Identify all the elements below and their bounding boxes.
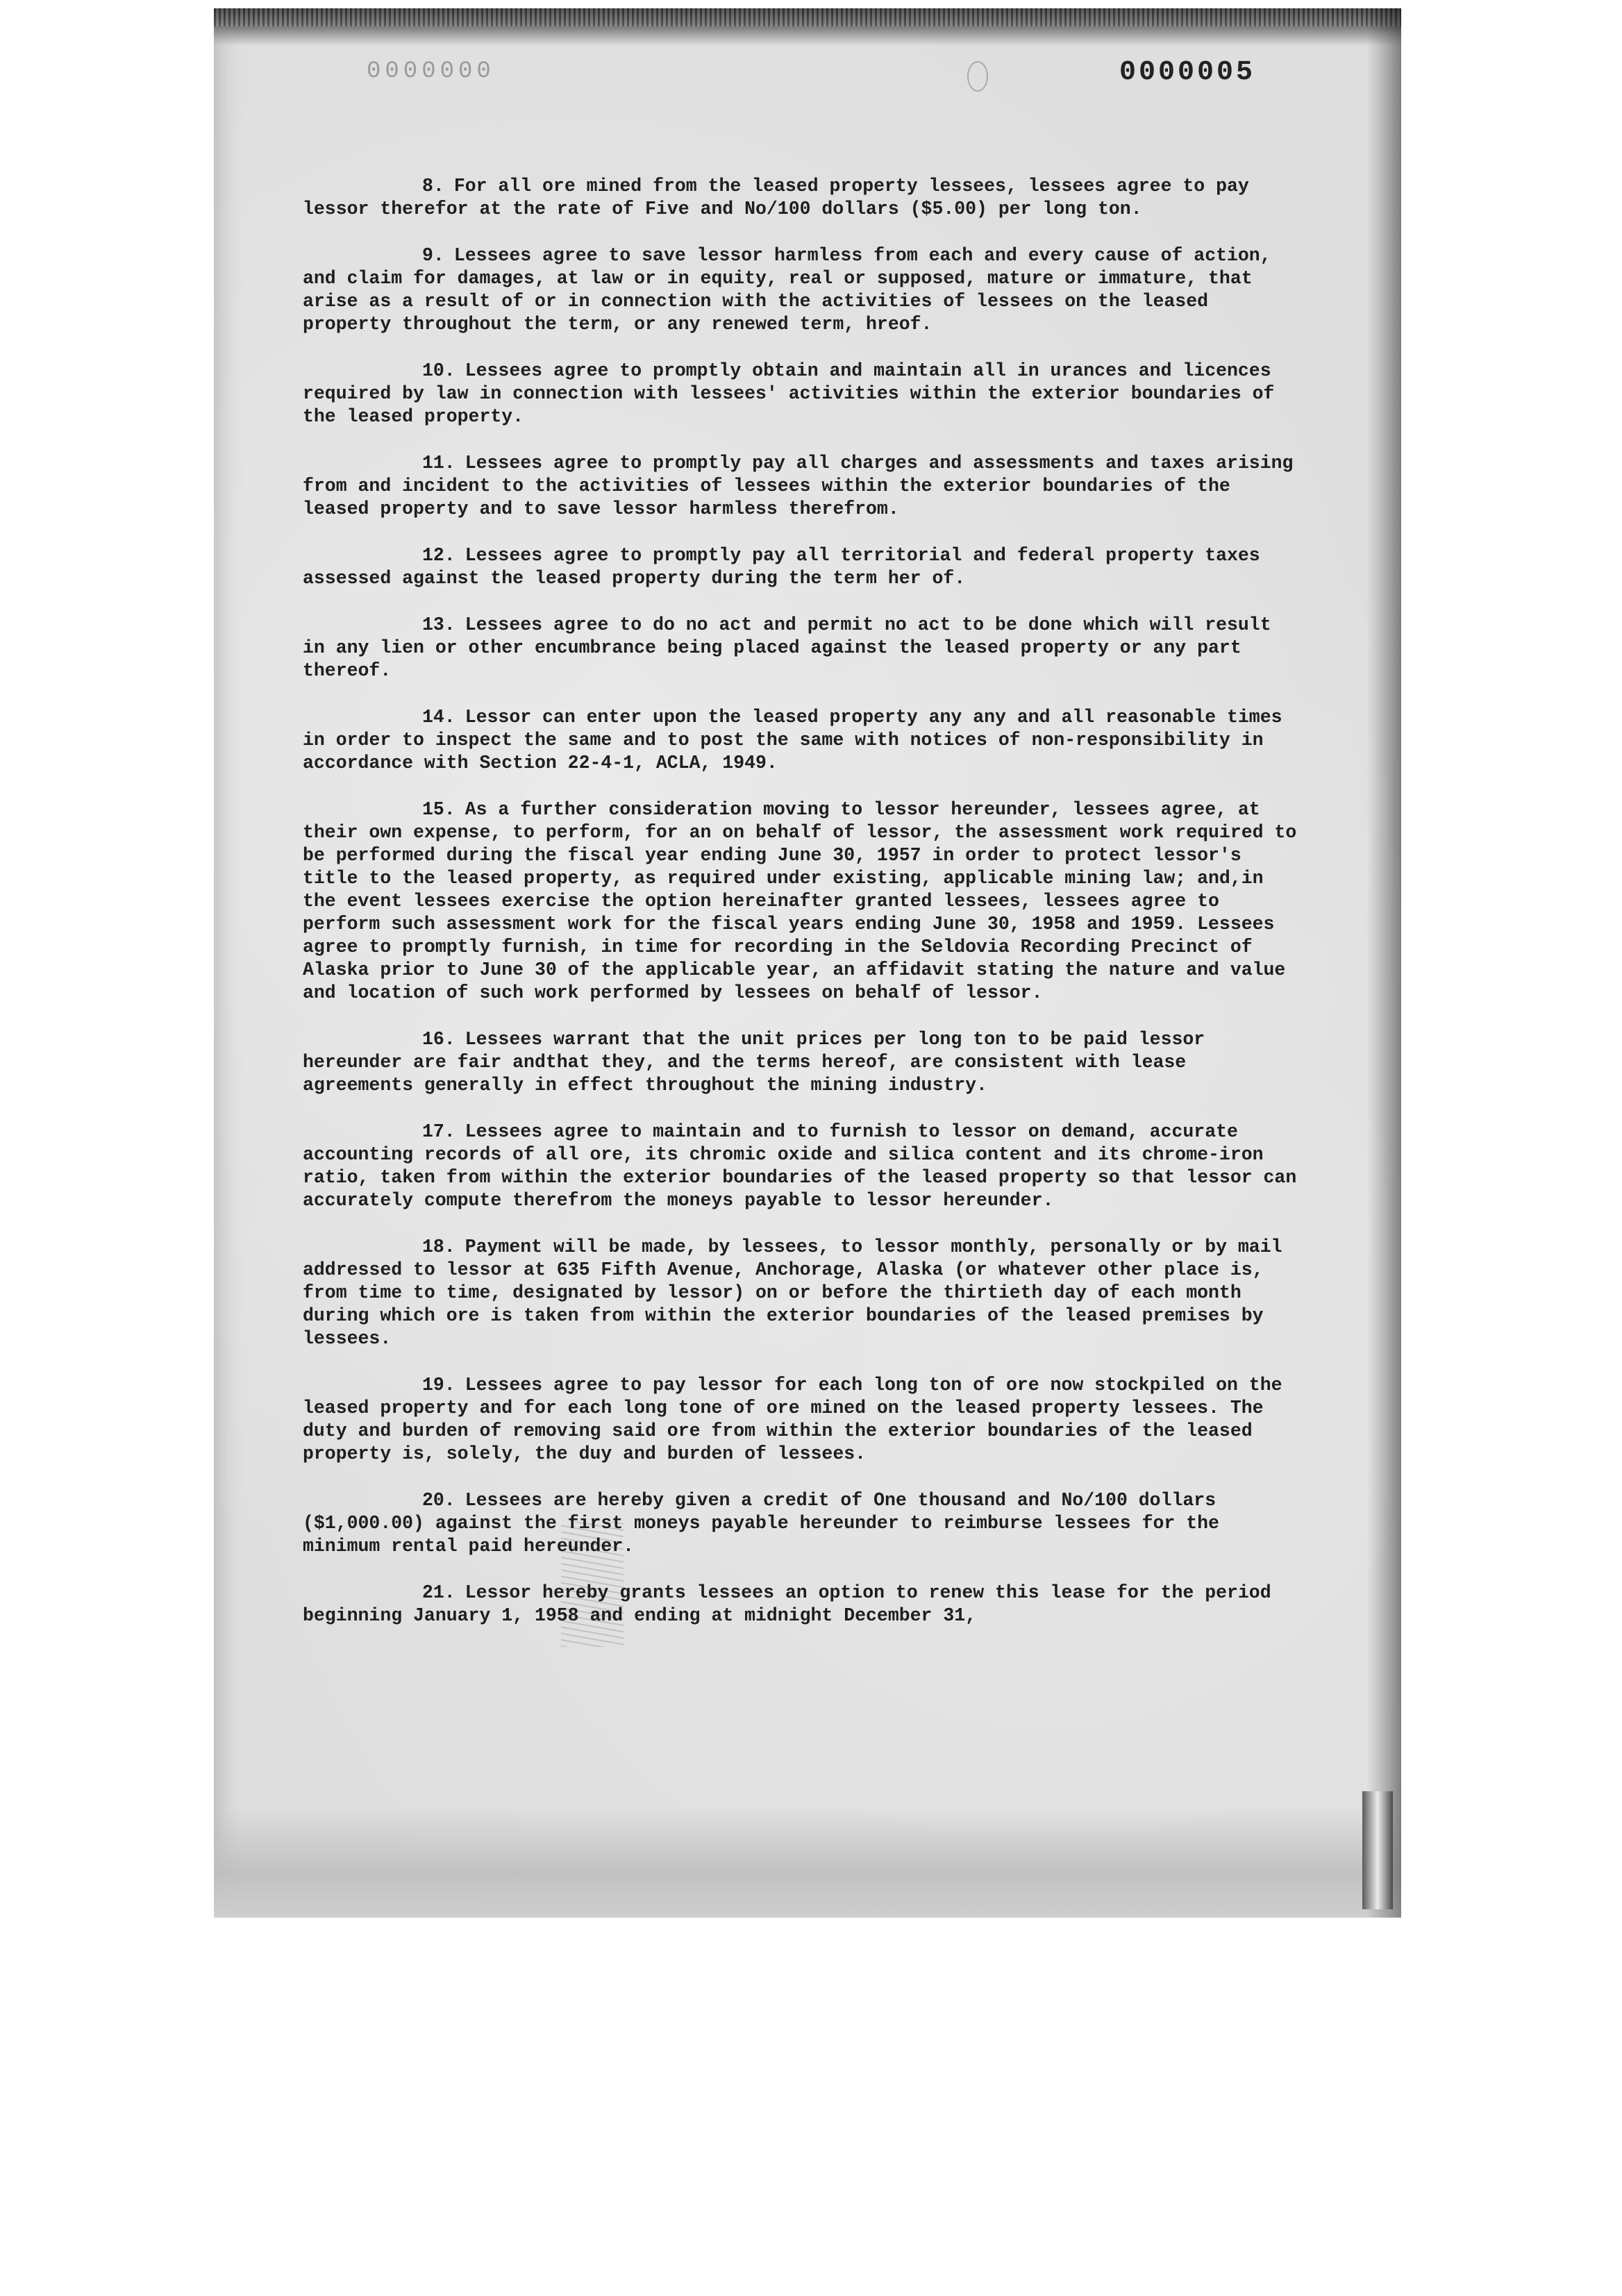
paragraph — [303, 175, 1303, 221]
paragraph-text: Lessees agree to do no act and permit no act to be done which will result in any lien or other encumbrance being placed against the leased property or any part thereof. — [303, 614, 1271, 681]
paragraph-number: 10. — [422, 360, 455, 381]
paragraph — [303, 614, 1303, 682]
paragraph — [303, 244, 1303, 336]
paragraph-number: 8. — [422, 176, 444, 196]
paragraph — [303, 1374, 1303, 1466]
paragraph-text: Lessees agree to save lessor harmless from each and every cause of action, and claim for damages, at law or in equity, real or supposed, mature or immature, that arise as a result of or in connection with the activities of lessees on the leased property throughout the term, or any renewed term, hreof. — [303, 245, 1271, 335]
paragraph — [303, 1028, 1303, 1097]
paragraph-text: Lessor hereby grants lessees an option to renew this lease for the period beginning January 1, 1958 and ending at midnight December 31, — [303, 1582, 1271, 1626]
scan-right-edge — [1366, 8, 1401, 1918]
scan-bottom-shadow — [214, 1807, 1401, 1918]
punch-hole-mark — [967, 61, 988, 92]
paragraph-text: Lessees agree to pay lessor for each long ton of ore now stockpiled on the leased property and for each long tone of ore mined on the leased property lessees. The duty and burden of removing said ore from within the exterior boundaries of the leased property is, solely, the duy and burden of lessees. — [303, 1375, 1282, 1464]
paragraph — [303, 1582, 1303, 1627]
paragraph — [303, 544, 1303, 590]
paragraph-text: For all ore mined from the leased property lessees, lessees agree to pay lessor therefor at the rate of Five and No/100 dollars ($5.00) per long ton. — [303, 176, 1249, 219]
paragraph — [303, 360, 1303, 428]
binder-clip-mark — [1362, 1791, 1393, 1909]
paragraph-number: 14. — [422, 707, 455, 728]
lease-terms-body — [303, 175, 1303, 1651]
paragraph-text: Lessees agree to promptly pay all charges and assessments and taxes arising from and incident to the activities of lessees within the exterior boundaries of the leased property and to save lessor harmless therefrom. — [303, 453, 1294, 519]
paragraph-number: 20. — [422, 1490, 455, 1511]
paragraph-number: 12. — [422, 545, 455, 566]
page-number: 0000005 — [1119, 57, 1255, 88]
paragraph-text: As a further consideration moving to lessor hereunder, lessees agree, at their own expense, to perform, for an on behalf of lessor, the assessment work required to be performed during the fiscal year ending June 30, 1957 in order to protect lessor's title to the leased property, as required under existing, applicable mining law; and,in the event lessees exercise the option hereinafter granted lessees, lessees agree to perform such assessment work for the fiscal years ending June 30, 1958 and 1959. Lessees agree to promptly furnish, in time for recording in the Seldovia Recording Precinct of Alaska prior to June 30 of the applicable year, an affidavit stating the nature and value and location of such work performed by lessees on behalf of lessor. — [303, 799, 1297, 1003]
scan-top-shadow — [214, 8, 1401, 46]
scanned-page — [214, 8, 1401, 1918]
paragraph-text: Lessees agree to promptly pay all territorial and federal property taxes assessed against the leased property during the term her of. — [303, 545, 1260, 589]
paragraph-text: Lessees agree to maintain and to furnish to lessor on demand, accurate accounting records of all ore, its chromic oxide and silica content and its chrome-iron ratio, taken from within the exterior boundaries of the leased property so that lessor can accurately compute therefrom the moneys payable to lessor hereunder. — [303, 1121, 1297, 1211]
paragraph-number: 21. — [422, 1582, 455, 1603]
paragraph-number: 13. — [422, 614, 455, 635]
paragraph-text: Payment will be made, by lessees, to lessor monthly, personally or by mail addressed to lessor at 635 Fifth Avenue, Anchorage, Alaska (or whatever other place is, from time to time, designated by lessor) on or before the thirtieth day of each month during which ore is taken from within the exterior boundaries of the leased premises by lessees. — [303, 1237, 1282, 1349]
paragraph — [303, 798, 1303, 1005]
faded-stamp-number: 0000000 — [367, 58, 495, 85]
paragraph-number: 19. — [422, 1375, 455, 1396]
paragraph-text: Lessor can enter upon the leased property any any and all reasonable times in order to inspect the same and to post the same with notices of non-responsibility in accordance with Section 22-4-1, ACLA, 1949. — [303, 707, 1282, 773]
paragraph — [303, 1489, 1303, 1558]
paragraph — [303, 706, 1303, 775]
paragraph-text: Lessees warrant that the unit prices per long ton to be paid lessor hereunder are fair andthat they, and the terms hereof, are consistent with lease agreements generally in effect throughout the mining industry. — [303, 1029, 1205, 1096]
paragraph-number: 16. — [422, 1029, 455, 1050]
paragraph-number: 11. — [422, 453, 455, 474]
paragraph-number: 9. — [422, 245, 444, 266]
paragraph-text: Lessees are hereby given a credit of One thousand and No/100 dollars ($1,000.00) against the first moneys payable hereunder to reimburse lessees for the minimum rental paid hereunder. — [303, 1490, 1219, 1557]
ink-smudge — [561, 1522, 624, 1647]
paragraph-number: 17. — [422, 1121, 455, 1142]
paragraph-number: 18. — [422, 1237, 455, 1257]
paragraph-text: Lessees agree to promptly obtain and maintain all in urances and licences required by law in connection with lessees' activities within the exterior boundaries of the leased property. — [303, 360, 1275, 427]
paragraph-number: 15. — [422, 799, 455, 820]
paragraph — [303, 1121, 1303, 1212]
paragraph — [303, 452, 1303, 521]
paragraph — [303, 1236, 1303, 1350]
